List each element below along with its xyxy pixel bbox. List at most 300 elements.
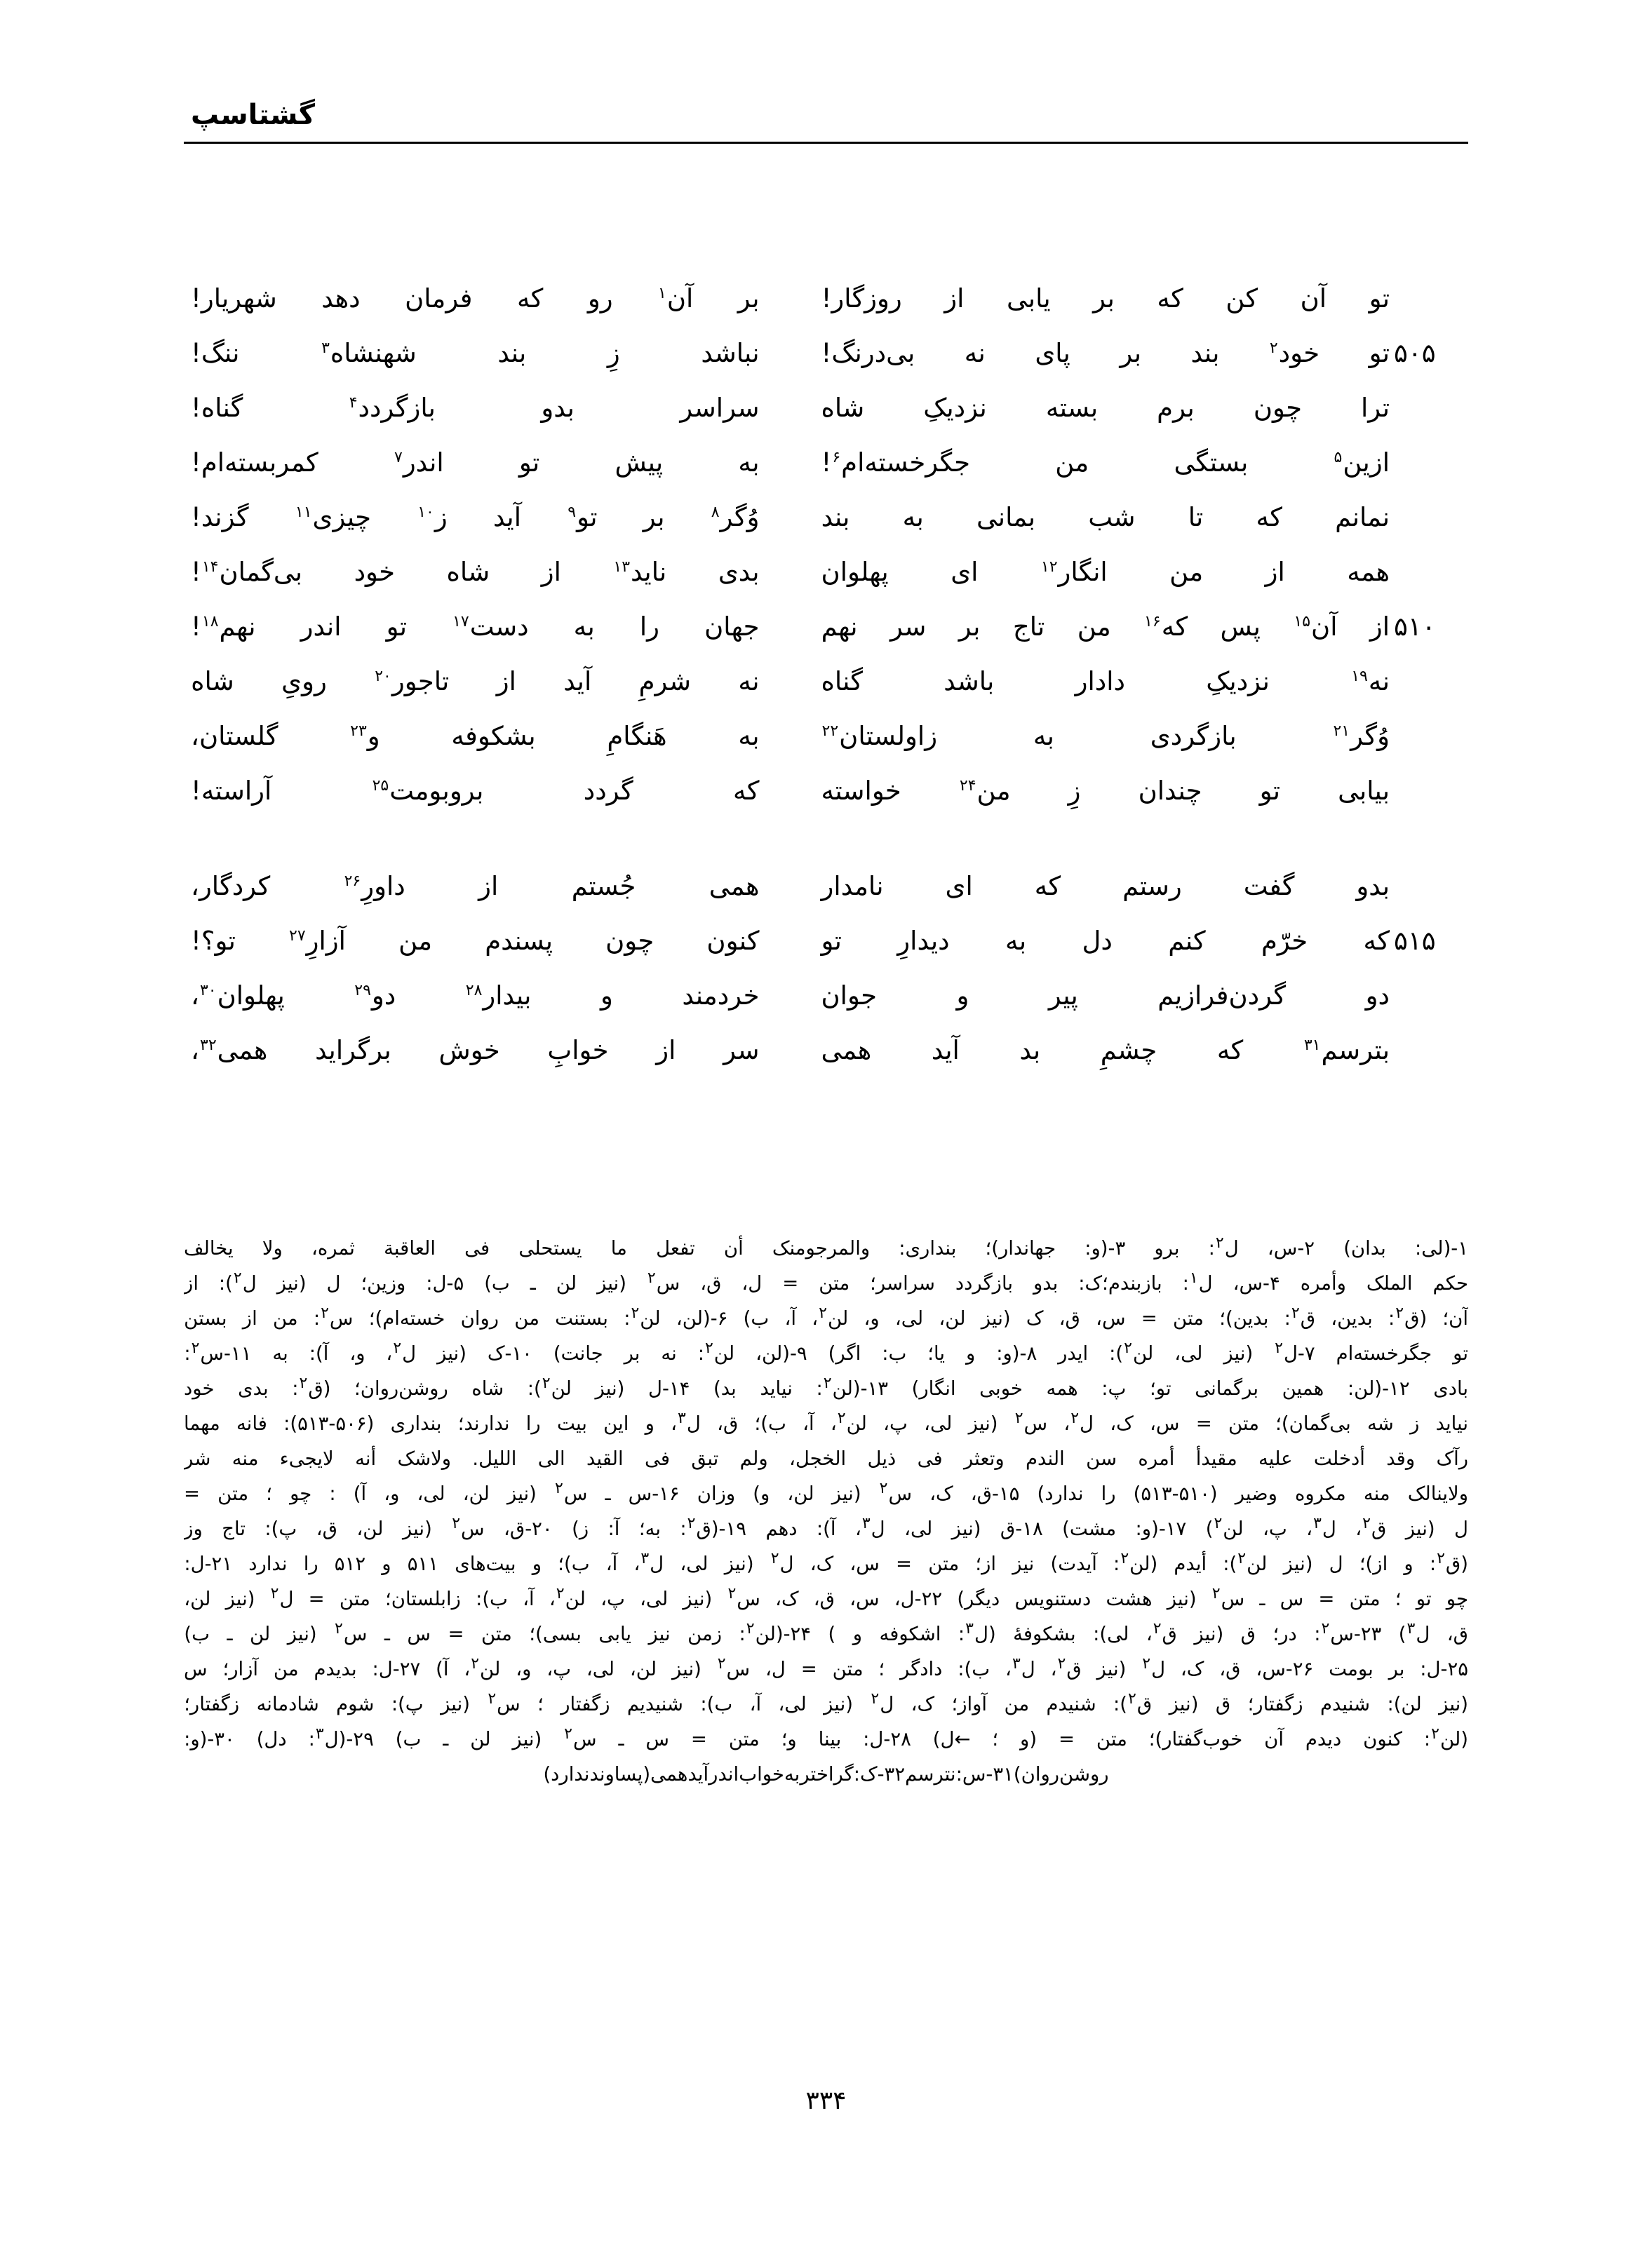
verse-word: و$^{۲۳}$ bbox=[350, 721, 380, 751]
verse-word: خردمند bbox=[682, 980, 760, 1011]
footnote-word: ک، bbox=[775, 1588, 799, 1610]
verse-word: بر bbox=[958, 612, 981, 642]
hemistich-words bbox=[821, 438, 1390, 488]
verse-word: دهد bbox=[321, 283, 361, 313]
verse-word: چون bbox=[605, 926, 654, 956]
footnote-word: ب) bbox=[743, 1307, 770, 1330]
footnote-word: ـ bbox=[384, 1623, 390, 1645]
verse-word: بی‌درنگ! bbox=[821, 338, 915, 368]
verse-word: خواسته bbox=[821, 776, 901, 806]
hemistich-words bbox=[191, 492, 760, 543]
verse-word: نمانم bbox=[1335, 502, 1390, 532]
footnote-word: ق$^۲$، bbox=[1050, 1654, 1082, 1680]
footnote-word: ـ bbox=[618, 1728, 624, 1750]
hemistich-first bbox=[781, 602, 1390, 652]
footnote-marker: ۳ bbox=[1012, 1654, 1021, 1673]
verse-word: دست$^{۱۷}$ bbox=[452, 612, 529, 642]
footnote-line-words bbox=[184, 1406, 1468, 1441]
footnote-word: شنیدیم bbox=[626, 1693, 683, 1715]
footnote-word: ق$^۲$، bbox=[1146, 1619, 1177, 1645]
footnote-line bbox=[184, 1546, 1468, 1581]
hemistich-first bbox=[781, 1025, 1390, 1076]
verse-word: گزند! bbox=[191, 502, 249, 532]
verse-word: شرمِ bbox=[638, 666, 691, 696]
footnote-word: شر bbox=[184, 1447, 211, 1470]
footnote-word: لن، bbox=[629, 1658, 657, 1680]
footnote-word: بنداری: bbox=[899, 1237, 957, 1260]
verse-word: آن bbox=[1300, 283, 1327, 313]
footnote-word: بومت bbox=[1329, 1658, 1374, 1680]
footnote-word: فانه bbox=[236, 1412, 267, 1435]
footnote-word: بی‌گمان)؛ bbox=[1275, 1412, 1351, 1435]
footnote-marker: ۲ bbox=[321, 1304, 329, 1322]
footnote-word: لی، bbox=[417, 1483, 445, 1505]
footnote-word: ک، bbox=[810, 1553, 834, 1575]
footnote-word: (نیز bbox=[441, 1693, 470, 1715]
footnote-word: بدیدم bbox=[314, 1658, 357, 1680]
footnote-word: در؛ bbox=[1272, 1623, 1297, 1645]
verse-couplet bbox=[184, 711, 1468, 766]
footnote-word: ۱۹-(ق$^۲$: bbox=[680, 1514, 747, 1540]
footnote-word: ق، bbox=[316, 1518, 337, 1540]
footnote-word: اگر) bbox=[828, 1342, 861, 1365]
verse-word: از bbox=[656, 1035, 676, 1065]
footnote-word: ۱۲-(لن: bbox=[1347, 1377, 1410, 1400]
footnote-word: علیه bbox=[1258, 1447, 1293, 1470]
footnote-marker: ۱۵ bbox=[1294, 612, 1311, 630]
footnote-marker: ۲۴ bbox=[959, 776, 976, 795]
hemistich-first bbox=[781, 656, 1390, 707]
verse-word: کنون bbox=[706, 926, 760, 956]
footnote-word: لی، bbox=[680, 1553, 709, 1575]
hemistich-words bbox=[191, 766, 760, 816]
footnote-marker: ۱ bbox=[1189, 1269, 1198, 1287]
footnote-word: (نیز bbox=[507, 1483, 537, 1505]
hemistich-words bbox=[191, 916, 760, 966]
folio-number: ۳۳۴ bbox=[805, 2086, 847, 2115]
verse-word: جگرخسته‌ام$^۶$! bbox=[821, 447, 970, 478]
footnote-word: ق bbox=[1240, 1623, 1256, 1645]
footnote-marker: ۲ bbox=[471, 1654, 480, 1673]
verse-word: ای bbox=[945, 871, 973, 901]
footnote-word: و، bbox=[349, 1342, 365, 1365]
footnote-word: س$^۲$ bbox=[879, 1479, 913, 1505]
footnote-word: ق، bbox=[1219, 1658, 1241, 1680]
footnote-word: بیت bbox=[556, 1412, 587, 1435]
footnote-word: ۲۳-س$^۲$: bbox=[1314, 1619, 1382, 1645]
verse-word: که bbox=[1216, 1035, 1244, 1065]
footnote-word: (ق$^۲$: bbox=[292, 1374, 331, 1400]
verse-word: نزدیکِ bbox=[1206, 666, 1270, 696]
footnote-word: س$^۲$: bbox=[313, 1304, 354, 1330]
footnote-word: پ، bbox=[1263, 1518, 1287, 1540]
footnote-word: ک، bbox=[1110, 1412, 1134, 1435]
footnote-word: مشت) bbox=[1062, 1518, 1117, 1540]
hemistich-second bbox=[184, 547, 781, 598]
footnote-word: حکم bbox=[1432, 1272, 1468, 1295]
footnote-word: و، bbox=[384, 1483, 400, 1505]
footnote-marker: ۲ bbox=[1362, 1514, 1371, 1532]
footnote-marker: ۲ bbox=[555, 1479, 563, 1497]
footnote-word: س، bbox=[849, 1553, 880, 1575]
footnote-word: ق، bbox=[1059, 1307, 1080, 1330]
footnote-word: پ، bbox=[883, 1412, 908, 1435]
footnote-word: نترسم bbox=[905, 1763, 956, 1786]
footnote-word: ۲۴-(لن$^۲$: bbox=[739, 1619, 812, 1645]
footnote-word: العاقبة bbox=[384, 1237, 436, 1260]
footnote-word: خوب‌گفتار)؛ bbox=[1148, 1728, 1243, 1750]
footnote-word: نیز bbox=[1012, 1553, 1035, 1575]
verse-word: گناه bbox=[821, 666, 863, 696]
verse-word: بر bbox=[737, 283, 760, 313]
footnote-word: ۲۲-ل، bbox=[894, 1588, 943, 1610]
footnote-marker: ۲ bbox=[335, 1619, 343, 1638]
verse-word: به bbox=[902, 502, 924, 532]
footnote-marker: ۲ bbox=[647, 1269, 656, 1287]
footnote-word: لن، bbox=[462, 1483, 490, 1505]
footnote-word: جهاندار)؛ bbox=[985, 1237, 1056, 1260]
footnote-word: لن$^۲$: bbox=[697, 1339, 735, 1365]
verse-couplet bbox=[184, 861, 1468, 916]
hemistich-words bbox=[821, 328, 1390, 379]
footnote-word: من bbox=[273, 1658, 299, 1680]
footnote-marker: ۲ bbox=[1431, 1724, 1439, 1743]
footnote-line-words bbox=[184, 1581, 1468, 1616]
footnote-marker: ۲ bbox=[1395, 1304, 1404, 1322]
verse-word: نهم bbox=[821, 612, 858, 642]
footnote-word: و bbox=[852, 1623, 862, 1645]
footnote-word: دل) bbox=[256, 1728, 287, 1750]
verse-word: شاه bbox=[821, 393, 865, 423]
footnote-word: بدین، bbox=[1331, 1307, 1373, 1330]
verse-word: آید bbox=[931, 1035, 960, 1065]
hemistich-words bbox=[191, 1025, 760, 1076]
footnote-word: ندارد) bbox=[1037, 1483, 1084, 1505]
footnote-word: والمرجومنک bbox=[772, 1237, 871, 1260]
hemistich-second bbox=[184, 656, 781, 707]
footnote-word: اندرآید bbox=[687, 1763, 739, 1786]
verse-word: همه bbox=[1347, 557, 1390, 587]
hemistich-first bbox=[781, 861, 1390, 912]
footnote-word: چو bbox=[290, 1483, 312, 1505]
verse-word: گردن‌فرازیم bbox=[1157, 980, 1287, 1011]
hemistich-words bbox=[191, 328, 760, 379]
footnote-word: ـ bbox=[605, 1483, 611, 1505]
footnote-word: آ، bbox=[803, 1412, 814, 1435]
footnote-word: همی bbox=[650, 1763, 688, 1786]
hemistich-second bbox=[184, 274, 781, 324]
verse-couplet bbox=[184, 547, 1468, 602]
footnote-word: (نیز bbox=[595, 1377, 625, 1400]
footnote-word: خود bbox=[184, 1377, 215, 1400]
footnote-word: به bbox=[272, 1342, 288, 1365]
verse-word: کردگار، bbox=[191, 871, 271, 901]
footnote-line bbox=[184, 1616, 1468, 1652]
footnote-word: مهما bbox=[184, 1412, 220, 1435]
footnote-line-words bbox=[184, 1371, 1468, 1406]
footnote-word: الخجل، bbox=[788, 1447, 847, 1470]
footnote-word: (و bbox=[1020, 1728, 1037, 1750]
footnote-marker: ۲ bbox=[717, 1654, 726, 1673]
hemistich-words bbox=[821, 711, 1390, 762]
verse-word: ناید$^{۱۳}$ bbox=[613, 557, 667, 587]
footnote-word: سن bbox=[1086, 1447, 1117, 1470]
footnote-word: آ: bbox=[607, 1518, 620, 1540]
footnote-word: و، bbox=[516, 1658, 532, 1680]
footnote-word: ۲۷-ل: bbox=[372, 1658, 421, 1680]
hemistich-first bbox=[781, 766, 1390, 816]
verse-word: تا bbox=[1188, 502, 1204, 532]
footnote-word: برو bbox=[1154, 1237, 1180, 1260]
footnote-word: س، bbox=[1096, 1307, 1126, 1330]
verse-word: انگار$^{۱۲}$ bbox=[1040, 557, 1108, 587]
footnote-marker: ۳ bbox=[1313, 1514, 1322, 1532]
footnote-word: بدین)؛ bbox=[1219, 1307, 1269, 1330]
hemistich-words bbox=[191, 656, 760, 707]
verse-word: ز$^{۱۰}$ bbox=[417, 502, 448, 532]
footnote-marker: ۲ bbox=[631, 1304, 640, 1322]
verse-word: که bbox=[1363, 926, 1390, 956]
footnote-marker: ۲ bbox=[1275, 1339, 1283, 1357]
footnote-word: س$^۲$ bbox=[1014, 1409, 1048, 1435]
verse-word: برگراید bbox=[315, 1035, 391, 1065]
footnote-word: آ) bbox=[436, 1658, 449, 1680]
footnote-word: را bbox=[1101, 1483, 1116, 1505]
footnote-word: من bbox=[272, 1307, 298, 1330]
verse-word: به bbox=[738, 447, 760, 478]
verse-word: بند bbox=[1190, 338, 1220, 368]
verse-word: شاه bbox=[191, 666, 234, 696]
footnote-word: ۳۱-س: bbox=[955, 1763, 1014, 1786]
footnote-line-words bbox=[184, 1687, 1468, 1722]
footnote-marker: ۱ bbox=[658, 284, 666, 302]
footnote-word: زمن bbox=[687, 1623, 723, 1645]
footnote-marker: ۲ bbox=[746, 1619, 755, 1638]
footnote-marker: ۲ bbox=[1321, 1619, 1330, 1638]
footnote-line bbox=[184, 1371, 1468, 1406]
footnote-word: ۲۱-ل: bbox=[184, 1553, 233, 1575]
footnote-word: آ، bbox=[784, 1307, 797, 1330]
hemistich-words bbox=[821, 1025, 1390, 1076]
hemistich-words bbox=[191, 547, 760, 598]
footnote-word: ۱۵-ق، bbox=[970, 1483, 1020, 1505]
footnote-word: ذیل bbox=[867, 1447, 896, 1470]
verse-word: تو؟! bbox=[191, 926, 236, 956]
footnote-word: ولم bbox=[739, 1447, 768, 1470]
footnote-marker: ۲۰ bbox=[375, 667, 391, 685]
verse-word: که bbox=[733, 776, 760, 806]
verse-word: ترا bbox=[1361, 393, 1390, 423]
footnote-marker: ۳۱ bbox=[1303, 1036, 1321, 1054]
footnote-word: س$^۲$ bbox=[555, 1479, 588, 1505]
footnote-word: لی، bbox=[894, 1307, 924, 1330]
footnote-word: مقیدأ bbox=[1195, 1447, 1237, 1470]
footnote-word: نیز bbox=[648, 1623, 671, 1645]
footnote-word: ۲۰-ق، bbox=[504, 1518, 553, 1540]
footnote-word: (نیز bbox=[1439, 1693, 1468, 1715]
footnote-marker: ۲ bbox=[837, 1409, 846, 1427]
footnote-word: و bbox=[532, 1553, 542, 1575]
footnote-word: ؛ bbox=[1395, 1588, 1402, 1610]
verse-word: بیابی bbox=[1338, 776, 1390, 806]
footnote-word: ل$^۲$: bbox=[1208, 1234, 1239, 1260]
footnote-word: همه bbox=[1046, 1377, 1078, 1400]
verse-word: بازگردی bbox=[1150, 721, 1237, 751]
verse-word: بدو bbox=[1356, 871, 1390, 901]
footnote-word: مکروه bbox=[1294, 1483, 1346, 1505]
footnote-word: ۱۱-س$^۲$: bbox=[184, 1339, 252, 1365]
verse-word: کنم bbox=[1168, 926, 1206, 956]
verse-word: دل bbox=[1082, 926, 1113, 956]
footnote-word: هشت bbox=[1106, 1588, 1153, 1610]
verse-word: نه bbox=[738, 666, 760, 696]
footnote-word: س$^۲$ bbox=[727, 1584, 760, 1610]
verse-word: خود bbox=[354, 557, 396, 587]
footnote-word: یا؛ bbox=[927, 1342, 946, 1365]
footnote-word: گر bbox=[833, 1763, 854, 1786]
footnote-marker: ۲ bbox=[770, 1549, 779, 1567]
footnote-word: (نیز bbox=[1405, 1518, 1435, 1540]
footnote-marker: ۲ bbox=[1269, 339, 1278, 357]
footnote-word: پ): bbox=[391, 1693, 424, 1715]
verse-word: سر bbox=[889, 612, 927, 642]
footnote-line bbox=[184, 1231, 1468, 1266]
footnote-word: آ، bbox=[749, 1693, 762, 1715]
footnote-word: ۱۰-ک bbox=[487, 1342, 532, 1365]
verse-word: ازین$^۵$ bbox=[1334, 447, 1390, 478]
footnote-word: چو bbox=[1446, 1588, 1468, 1610]
verse-word: بیدار$^{۲۸}$ bbox=[465, 980, 532, 1011]
footnote-marker: ۱۷ bbox=[452, 612, 469, 630]
footnote-word: أن bbox=[723, 1237, 744, 1260]
footnote-word: سراسر؛ bbox=[870, 1272, 935, 1295]
footnote-line bbox=[184, 1476, 1468, 1511]
footnote-line bbox=[184, 1441, 1468, 1476]
footnote-word: ب)؛ bbox=[754, 1412, 786, 1435]
verse-word: من bbox=[398, 926, 433, 956]
footnote-word: ک، bbox=[929, 1483, 953, 1505]
footnote-word: یابی bbox=[598, 1623, 632, 1645]
footnote-word: لی، bbox=[904, 1518, 933, 1540]
hemistich-second bbox=[184, 861, 781, 912]
hemistich-second bbox=[184, 916, 781, 966]
footnote-marker: ۲ bbox=[1124, 1339, 1132, 1357]
verse-word: من bbox=[1077, 612, 1111, 642]
footnote-word: (نیز bbox=[402, 1518, 432, 1540]
verse-word: از bbox=[944, 283, 965, 313]
footnote-word: زگفتار؛ bbox=[184, 1693, 240, 1715]
verse-word: نه bbox=[964, 338, 986, 368]
verse-word: بند bbox=[497, 338, 527, 368]
verse-word: چشمِ bbox=[1100, 1035, 1157, 1065]
footnote-word: ل$^۳$، bbox=[671, 1409, 701, 1435]
verse-word: تو$^۹$ bbox=[568, 502, 598, 532]
footnote-word: ل$^۳$، bbox=[633, 1549, 664, 1575]
verse-couplet bbox=[184, 328, 1468, 383]
footnote-word: : bbox=[329, 1483, 336, 1505]
verse-word: تو bbox=[386, 612, 407, 642]
hemistich-words bbox=[191, 274, 760, 324]
footnote-word: منه bbox=[231, 1447, 259, 1470]
verse-word: آید bbox=[563, 666, 592, 696]
verse-word: زاولستان$^{۲۲}$ bbox=[821, 721, 938, 751]
footnote-word: تاج bbox=[222, 1518, 246, 1540]
verse-word: روزگار! bbox=[821, 283, 902, 313]
hemistich-second bbox=[184, 438, 781, 488]
verse-word: آید bbox=[493, 502, 521, 532]
footnote-word: = bbox=[690, 1728, 707, 1750]
verse-word: زِ bbox=[607, 338, 620, 368]
verse-line-number: ۵۱۰ bbox=[1394, 612, 1436, 642]
footnote-word: وضیر bbox=[1235, 1483, 1277, 1505]
hemistich-words bbox=[191, 971, 760, 1021]
footnote-word: لی، bbox=[640, 1588, 669, 1610]
footnote-word: لن bbox=[249, 1623, 271, 1645]
footnote-word: نیاید bbox=[760, 1377, 793, 1400]
footnote-word: ) bbox=[828, 1623, 836, 1645]
footnote-marker: ۳۲ bbox=[200, 1036, 217, 1054]
footnote-word: و) bbox=[753, 1483, 770, 1505]
verse-word: بشکوفه bbox=[451, 721, 536, 751]
verse-word: شب bbox=[1088, 502, 1136, 532]
verse-word: آن$^۱$ bbox=[658, 283, 694, 313]
verse-word: بستگی bbox=[1174, 447, 1249, 478]
footnote-word: بستنت bbox=[555, 1307, 608, 1330]
verse-word: شهنشاه$^۳$ bbox=[321, 338, 417, 368]
footnote-word: پ، bbox=[546, 1658, 572, 1680]
footnote-word: متن bbox=[217, 1483, 249, 1505]
verse-word: از bbox=[541, 557, 561, 587]
verse-couplet bbox=[184, 383, 1468, 438]
footnote-word: همین bbox=[1282, 1377, 1324, 1400]
footnote-word: از bbox=[242, 1307, 257, 1330]
footnote-word: ل، bbox=[741, 1272, 763, 1295]
verse-word: داورِ$^{۲۶}$ bbox=[344, 871, 405, 901]
footnote-word: بر bbox=[624, 1342, 640, 1365]
footnote-marker: ۱۲ bbox=[1040, 558, 1058, 576]
verse-couplet bbox=[184, 492, 1468, 547]
footnote-marker: ۲ bbox=[1120, 1549, 1129, 1567]
footnote-word: = bbox=[1195, 1412, 1212, 1435]
footnote-word: من bbox=[514, 1307, 539, 1330]
verse-word: که bbox=[1157, 283, 1183, 313]
hemistich-words bbox=[191, 438, 760, 488]
footnote-word: (نیز bbox=[225, 1588, 255, 1610]
footnote-word: (پساوند bbox=[589, 1763, 651, 1786]
verse-word: پیش bbox=[615, 447, 664, 478]
footnote-word: س، bbox=[1150, 1412, 1180, 1435]
hemistich-first bbox=[781, 438, 1390, 488]
footnote-word: را bbox=[303, 1553, 318, 1575]
footnote-marker: ۳ bbox=[315, 1724, 324, 1743]
footnote-marker: ۴ bbox=[349, 393, 358, 412]
footnote-word: دادگر bbox=[900, 1658, 943, 1680]
footnote-word: لی، bbox=[586, 1658, 615, 1680]
verse-word: جهان bbox=[704, 612, 760, 642]
footnote-word: أیدم bbox=[1174, 1553, 1207, 1575]
verse-word: بد bbox=[1019, 1035, 1041, 1065]
footnote-word: ۵۱۲ bbox=[334, 1553, 366, 1575]
footnote-word: ۱-(لی: bbox=[1415, 1237, 1468, 1260]
footnote-word: ولاشک bbox=[397, 1447, 452, 1470]
footnote-word: لن bbox=[556, 1272, 577, 1295]
footnote-line bbox=[184, 1722, 1468, 1757]
verse-word: اندر bbox=[300, 612, 342, 642]
footnote-line-words bbox=[184, 1231, 1468, 1266]
verse-word: جوان bbox=[821, 980, 877, 1011]
footnote-line bbox=[184, 1581, 1468, 1616]
footnote-word: آ، bbox=[523, 1588, 535, 1610]
